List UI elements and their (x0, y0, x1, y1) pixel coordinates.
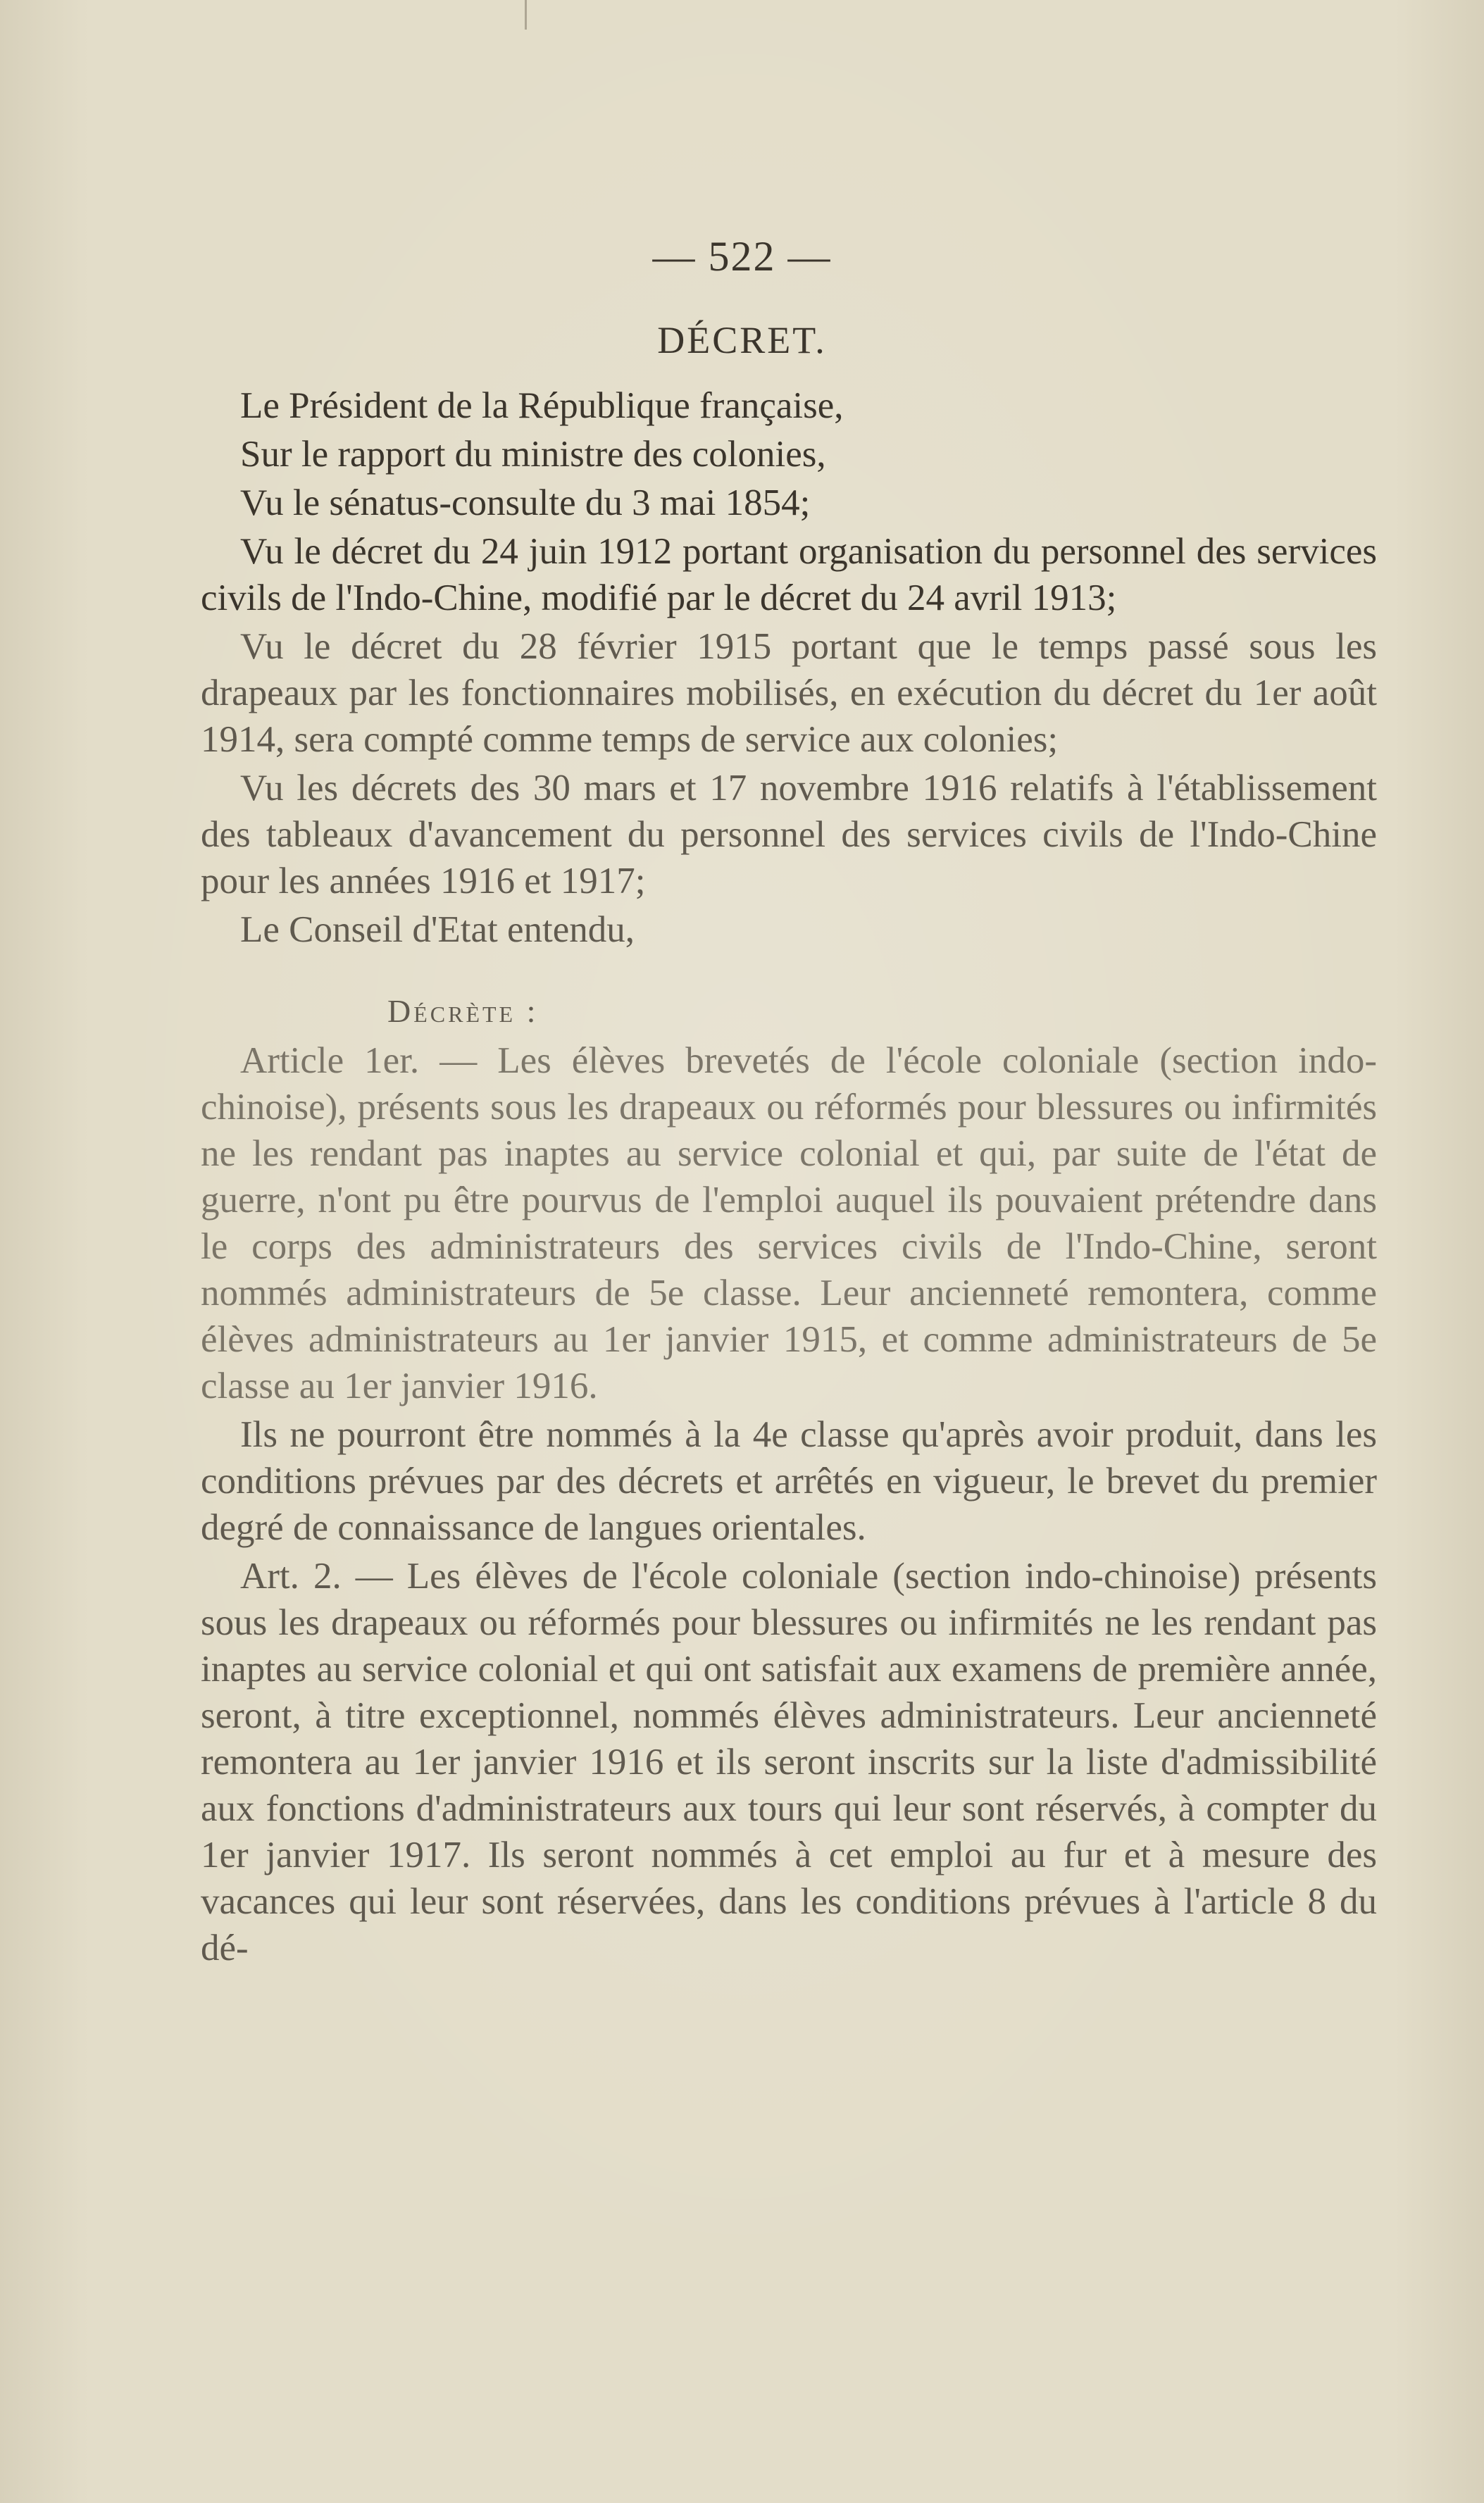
preamble-decree-1912: Vu le décret du 24 juin 1912 portant organisation du personnel des services civils de l'Indo-Chine, modifié par le décret du 24 avril 1913; (201, 531, 1377, 618)
article-1-paragraph-2: Ils ne pourront être nommés à la 4e classe qu'après avoir produit, dans les conditions prévues par des décrets et arrêtés en vigueur, le brevet du premier degré de connaissance de langues orientales. (201, 1414, 1377, 1548)
decree-title: DÉCRET. (657, 319, 827, 361)
preamble-decrees-1916: Vu les décrets des 30 mars et 17 novembre 1916 relatifs à l'établissement des tableaux d'avancement du personnel des services civils de l'Indo-Chine pour les années 1916 et 1917; (201, 768, 1377, 901)
scan-mark (525, 0, 527, 30)
page-number: — 522 — (652, 233, 832, 280)
preamble-conseil-etat: Le Conseil d'Etat entendu, (240, 909, 635, 950)
article-1: Article 1er. — Les élèves brevetés de l'école coloniale (section indo-chinoise), présents sous les drapeaux ou réformés pour blessures ou infirmités ne les rendant pas inaptes au service colonial et qui, par suite de l'état de guerre, n'ont pu être pourvus de l'emploi auquel ils pouvaient prétendre dans le corps des administrateurs des services civils de l'Indo-Chine, seront nommés administrateurs de 5e classe. Leur ancienneté remontera, comme élèves administrateurs au 1er janvier 1915, et comme administrateurs de 5e classe au 1er janvier 1916. (201, 1040, 1377, 1406)
decrete-heading: Décrète : (387, 993, 539, 1029)
preamble-decree-1915: Vu le décret du 28 février 1915 portant que le temps passé sous les drapeaux par les fonctionnaires mobilisés, en exécution du décret du 1er août 1914, sera compté comme temps de service aux colonies; (201, 626, 1377, 760)
decree-body (201, 382, 1377, 1973)
article-2: Art. 2. — Les élèves de l'école coloniale (section indo-chinoise) présents sous les drapeaux ou réformés pour blessures ou infirmités ne les rendant pas inaptes au service colonial et qui ont satisfait aux examens de première année, seront, à titre exceptionnel, nommés élèves administrateurs. Leur ancienneté remontera au 1er janvier 1916 et ils seront inscrits sur la liste d'admissibilité aux fonctions d'administrateurs aux tours qui leur sont réservés, à compter du 1er janvier 1917. Ils seront nommés à cet emploi au fur et à mesure des vacances qui leur sont réservées, dans les conditions prévues à l'article 8 du dé- (201, 1556, 1377, 1968)
preamble-president: Le Président de la République française, (240, 385, 844, 426)
preamble-report: Sur le rapport du ministre des colonies, (240, 434, 826, 475)
preamble-senatus-consulte: Vu le sénatus-consulte du 3 mai 1854; (240, 482, 811, 523)
